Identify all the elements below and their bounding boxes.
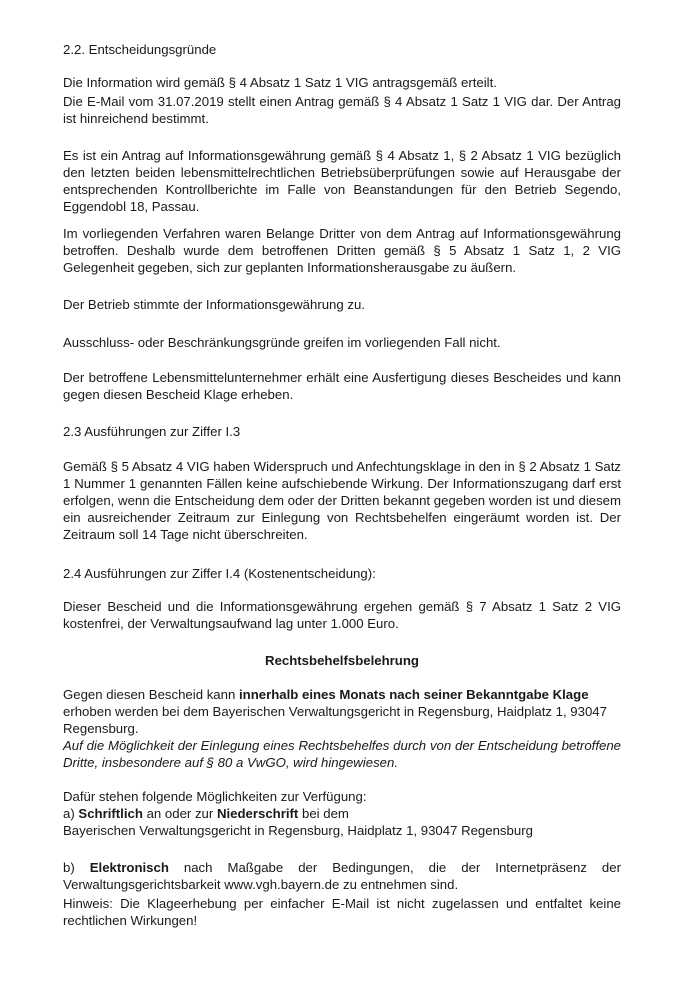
- text-line: Bayerischen Verwaltungsgericht in Regensburg, Haidplatz 1, 93047 Regensburg: [63, 823, 533, 838]
- rechtsbehelf-electronic: [63, 859, 621, 893]
- section-heading-2-3: 2.3 Ausführungen zur Ziffer I.3: [63, 424, 241, 439]
- paragraph: Ausschluss- oder Beschränkungsgründe greifen im vorliegenden Fall nicht.: [63, 335, 501, 350]
- rechtsbehelf-paragraph: [63, 686, 621, 771]
- hint-paragraph: Hinweis: Die Klageerhebung per einfacher E-Mail ist nicht zugelassen und entfaltet keine rechtlichen Wirkungen!: [63, 896, 621, 928]
- paragraph: Dieser Bescheid und die Informationsgewährung ergehen gemäß § 7 Absatz 1 Satz 2 VIG kostenfrei, der Verwaltungsaufwand lag unter 1.000 Euro.: [63, 599, 621, 631]
- paragraph: Der betroffene Lebensmittelunternehmer erhält eine Ausfertigung dieses Bescheides und kann gegen diesen Bescheid Klage erheben.: [63, 370, 621, 402]
- text-line: Dafür stehen folgende Möglichkeiten zur Verfügung:: [63, 789, 367, 804]
- rechtsbehelf-title: Rechtsbehelfsbelehrung: [265, 653, 419, 668]
- list-marker: b): [63, 860, 75, 875]
- section-heading-2-2: 2.2. Entscheidungsgründe: [63, 42, 217, 57]
- rechtsbehelf-options: [63, 788, 621, 839]
- section-heading-2-4: 2.4 Ausführungen zur Ziffer I.4 (Kostenentscheidung):: [63, 566, 376, 581]
- paragraph: Im vorliegenden Verfahren waren Belange Dritter von dem Antrag auf Informationsgewährung betroffen. Deshalb wurde dem betroffenen Dritten gemäß § 5 Absatz 1 Satz 1, 2 VIG Gelegenheit gegeben, sich zur geplanten Informationsherausgabe zu äußern.: [63, 226, 621, 275]
- list-marker: a): [63, 806, 75, 821]
- bold-span: Elektronisch: [89, 860, 169, 875]
- bold-span: Niederschrift: [216, 806, 299, 821]
- text-span: an oder zur: [146, 806, 214, 821]
- text-span: nach Maßgabe der Bedingungen, die der Internetpräsenz der Verwaltungsgerichtsbarkeit www.vgh.bayern.de zu entnehmen sind.: [63, 860, 621, 892]
- paragraph: Die Information wird gemäß § 4 Absatz 1 Satz 1 VIG antragsgemäß erteilt.: [63, 75, 497, 90]
- text-line: Regensburg.: [63, 721, 139, 736]
- text-span: bei dem: [301, 806, 349, 821]
- bold-span: Schriftlich: [78, 806, 143, 821]
- text-line: erhoben werden bei dem Bayerischen Verwaltungsgericht in Regensburg, Haidplatz 1, 93047: [63, 704, 607, 719]
- text-span: Gegen diesen Bescheid kann: [63, 687, 236, 702]
- italic-note: Auf die Möglichkeit der Einlegung eines Rechtsbehelfes durch von der Entscheidung betroffene Dritte, insbesondere auf § 80 a VwGO, wird hingewiesen.: [63, 738, 621, 770]
- paragraph: Gemäß § 5 Absatz 4 VIG haben Widerspruch und Anfechtungsklage in den in § 2 Absatz 1 Satz 1 Nummer 1 genannten Fällen keine aufschiebende Wirkung. Der Informationszugang darf erst erfolgen, wenn die Entscheidung dem oder der Dritten bekannt gegeben worden ist und diesem ein ausreichender Zeitraum zur Einlegung von Rechtsbehelfen eingeräumt worden ist. Der Zeitraum soll 14 Tage nicht überschreiten.: [63, 459, 621, 542]
- paragraph: Die E-Mail vom 31.07.2019 stellt einen Antrag gemäß § 4 Absatz 1 Satz 1 VIG dar. Der Antrag ist hinreichend bestimmt.: [63, 94, 621, 126]
- paragraph: Es ist ein Antrag auf Informationsgewährung gemäß § 4 Absatz 1, § 2 Absatz 1 VIG bezüglich den letzten beiden lebensmittelrechtlichen Betriebsüberprüfungen sowie auf Herausgabe der entsprechenden Kontrollberichte im Falle von Beanstandungen für den Betrieb Segendo, Eggendobl 18, Passau.: [63, 148, 621, 214]
- paragraph: Der Betrieb stimmte der Informationsgewährung zu.: [63, 297, 365, 312]
- bold-span: innerhalb eines Monats nach seiner Bekanntgabe Klage: [238, 687, 589, 702]
